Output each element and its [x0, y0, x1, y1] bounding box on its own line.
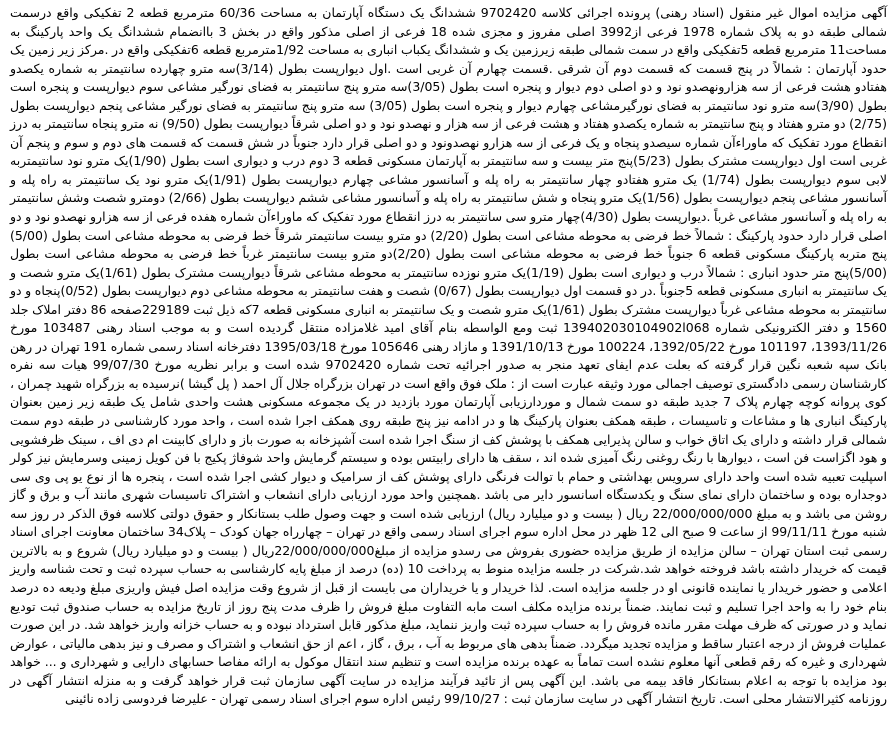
- auction-notice-text: آگهی مزایده اموال غیر منقول (اسناد رهنی) پرونده اجرائی کلاسه 9702420 ششدانگ یک دستگاه آپارتمان به مساحت 60/36 مترمربع قطعه 2 تفکیکی واقع درسمت شمالی طبقه دو به پلاک شماره 1978 فرعی از3992 اصلی مفروز و مجزی شده 18 فرعی از اصلی مذکور واقع در بخش 3 باانضمام ششدانگ یک واحد پارکینگ به مساحت11 مترمربع قطعه 5تفکیکی واقع در سمت شمالی طبقه زیرزمین یک و ششدانگ یکباب انباری به مساحت 1/92مترمربع قطعه 6تفکیکی واقع در .مرکز زیر زمین یک حدود آپارتمان : شمالاً در پنج قسمت که قسمت دوم آن شرقی .قسمت چهارم آن غربی است .اول دیوارپست بطول (3/14)سه مترو چهارده سانتیمتر به شماره یکصدو هفتادو هشت فرعی از سه هزارونهصدو نود و دو اصلی دوم دیوار و پنجره است بطول (3/05)سه مترو پنج سانتیمتر به فضای نورگیر مشاعی سوم دیوارپست و پنجره است بطول (3/90)سه مترو نود سانتیمتر به فضای نورگیرمشاعی چهارم دیوار و پنجره است بطول (3/05) سه مترو پنج سانتیمتر به فضای نورگیر مشاعی پنجم دیوارپست بطول (2/75) دو مترو هفتاد و پنج سانتیمتر به شماره یکصدو هفتاد و هشت فرعی از سه هزار و نهصدو نود و دو اصلی شرقاً دیوارپست بطول (9/50) نه مترو پنجاه سانتیمتر به درز انقطاع مورد تفکیک که ماوراءآن شماره سیصدو پنجاه و یک فرعی از سه هزارو نهصدونود و دو اصلی قرار دارد جنوباً در شش قسمت که قسمت های دوم و سوم و پنجم آن غربی است اول دیوارپست مشترک بطول (5/23)پنج متر بیست و سه سانتیمتر به آپارتمان مسکونی قطعه 3 دوم درب و دیواری است بطول (1/90)یک مترو نود سانتیمتربه لابی سوم دیوارپست بطول (1/74) یک مترو هفتادو چهار سانتیمتر به راه پله و آسانسور مشاعی چهارم دیوارپست بطول (1/91)یک مترو نود یک سانتیمتر به راه پله و آسانسور مشاعی پنجم دیوارپست بطول (1/56)یک مترو پنجاه و شش سانتیمتر به راه پله و آسانسور مشاعی ششم دیوارپست بطول (2/66) دومترو شصت وشش سانتیمتر به راه پله و آسانسور مشاعی غرباً .دیوارپست بطول (4/30)چهار مترو سی سانتیمتر به درز انقطاع مورد تفکیک که ماوراءآن شماره هفده فرعی از سه هزارو نهصدو نود و دو اصلی قرار دارد حدود پارکینگ : شمالاً خط فرضی به محوطه مشاعی است بطول (2/20) دو مترو بیست سانتیمتر شرقاً خط فرضی به محوطه مشاعی است بطول (5/00) پنج متربه پارکینگ مسکونی قطعه 6 جنوباً خط فرضی به محوطه مشاعی است بطول (2/20)دو مترو بیست سانتیمتر غرباً خط فرضی به محوطه مشاعی است بطول (5/00)پنج متر حدود انباری : شمالاً درب و دیواری است بطول (1/19)یک مترو نوزده سانتیمتر به محوطه مشاعی شرقاً دیوارپست مشترک بطول (1/61)یک مترو شصت و یک سانتیمتر به انباری مسکونی قطعه 5جنوباً .در دو قسمت اول دیوارپست بطول (0/67) شصت و هفت سانتیمتر به محوطه مشاعی دوم دیوارپست بطول (0/52)پنجاه و دو سانتیمتر به محوطه مشاعی غرباً دیوارپست مشترک بطول (1/61)یک مترو شصت و یک سانتیمتر به انباری مسکونی قطعه 7که ذیل ثبت 229189صفحه 86 دفتر املاک جلد 1560 و دفتر الکترونیکی شماره 139402030104902l068 ثبت ومع الواسطه بنام آقای امید غلامزاده منتقل گردیده است و به موجب اسناد رهنی 103487 مورخ 1393/11/26، 101197 مورخ 1392/05/22، 100224 مورخ 1391/10/13 و مازاد رهنی 105646 مورخ 1395/03/18 دفترخانه اسناد رسمی شماره 191 تهران در رهن بانک سپه شعبه نگین قرار گرفته که بعلت عدم ایفای تعهد منجر به صدور اجرائیه تحت شماره 9702420 شده است و برابر نظریه مورخ 99/07/30 هیات سه نفره کارشناسان رسمی دادگستری توصیف اجمالی مورد وثیقه عبارت است از : ملک فوق واقع است در تهران بزرگراه جلال آل احمد ( پل گیشا )نرسیده به بزرگراه شهید چمران ، کوی پروانه کوچه چهارم پلاک 7 جدید طبقه دو سمت شمال و موردارزیابی آپارتمان مورد بازدید در یک مجموعه مسکونی هشت واحدی شامل یک طبقه زیر زمین بعنوان پارکینگ انباری ها و مشاعات و تاسیسات ، طبقه همکف بعنوان پارکینگ ها و در ادامه نیز پنج طبقه روی همکف اجرا شده است ، واحد مورد کارشناسی در طبقه دوم سمت شمالی قرار داشته و دارای یک اتاق خواب و سالن پذیرایی همکف با پوشش کف از سنگ اجرا شده است آشپزخانه به صورت باز و دارای کابینت ام دی اف ، سینک ظرفشویی و هود اگزاست فن است ، دیوارها با رنگ روغنی رنگ آمیزی شده اند ، سقف ها دارای رابیتس بوده و سیستم گرمایش واحد شوفاژ پکیج با فن کویل زمینی وسرمایش نیز کولر اسپلیت تعبیه شده است واحد دارای سرویس بهداشتی و حمام با توالت فرنگی دارای پوشش کف از سرامیک و دیوار کشی اجرا شده است ، پنجره ها از نوع یو پی وی سی دوجداره بوده و ساختمان دارای نمای سنگ و یکدستگاه اسانسور دایر می باشد .همچنین واحد مورد ارزیابی دارای انشعاب و اشتراک تاسیسات شهری مانند آب و برق و گاز روشن می باشد و به مبلغ 22/000/000/000 ریال ( بیست و دو میلیارد ریال) ارزیابی شده است و جهت وصول طلب بستانکار و حقوق دولتی کلاسه فوق الذکر در روز سه شنبه مورخ 99/11/11 از ساعت 9 صبح الی 12 ظهر در محل اداره سوم اجرای اسناد رسمی واقع در تهران – چهارراه جهان کودک – پلاک34 ساختمان معاونت اجرای اسناد رسمی ثبت استان تهران – سالن مزایده از طریق مزایده حضوری بفروش می رسدو مزایده از مبلغ22/000/000/000ریال ( بیست و دو میلیارد ریال) شروع و به بالاترین قیمت که خریدار داشته باشد فروخته خواهد شد.شرکت در جلسه مزایده منوط به پرداخت 10 (ده) درصد از مبلغ پایه کارشناسی به حساب سپرده ثبت و تحت شناسه واریز اعلامی و حضور خریدار یا نماینده قانونی او در جلسه مزایده است. لذا خریدار و یا خریداران می بایست از قبل از شروع وقت مزایده اصل فیش واریزی مبلغ ودیعه ده درصد بنام خود را به واحد اجرا تسلیم و ثبت نمایند. ضمناً برنده مزایده مکلف است مابه التفاوت مبلغ فروش را ظرف مدت پنج روز از تاریخ مزایده به حساب صندوق ثبت تودیع نماید و در صورتی که ظرف مهلت مقرر مانده فروش را به حساب سپرده ثبت واریز ننماید، مبلغ مذکور قابل استرداد نبوده و به حساب خزانه واریز خواهد شد. در این صورت عملیات فروش از درجه اعتبار ساقط و مزایده تجدید میگردد. ضمناً بدهی های مربوط به آب ، برق ، گاز ، اعم از حق انشعاب و اشتراک و مصرف و نیز بدهی مالیاتی ، عوارض شهرداری و غیره که رقم قطعی آنها معلوم نشده است تماماً به عهده برنده مزایده است و تنظیم سند انتقال موکول به ارائه مفاصا حسابهای دارایی و شهرداری و ... خواهد بود مزایده با توجه به اعلام بستانکار فاقد بیمه می باشد. این آگهی پس از تائید فرآیند مزایده در سایت آگهی سازمان ثبت قرار خواهد گرفت و به منزله انتشار آگهی در روزنامه کثیرالانتشار محلی است. تاریخ انتشار آگهی در سایت سازمان ثبت : 99/10/27 رئیس اداره سوم اجرای اسناد رسمی تهران - علیرضا فردوسی زاده نائینی: [10, 5, 888, 707]
